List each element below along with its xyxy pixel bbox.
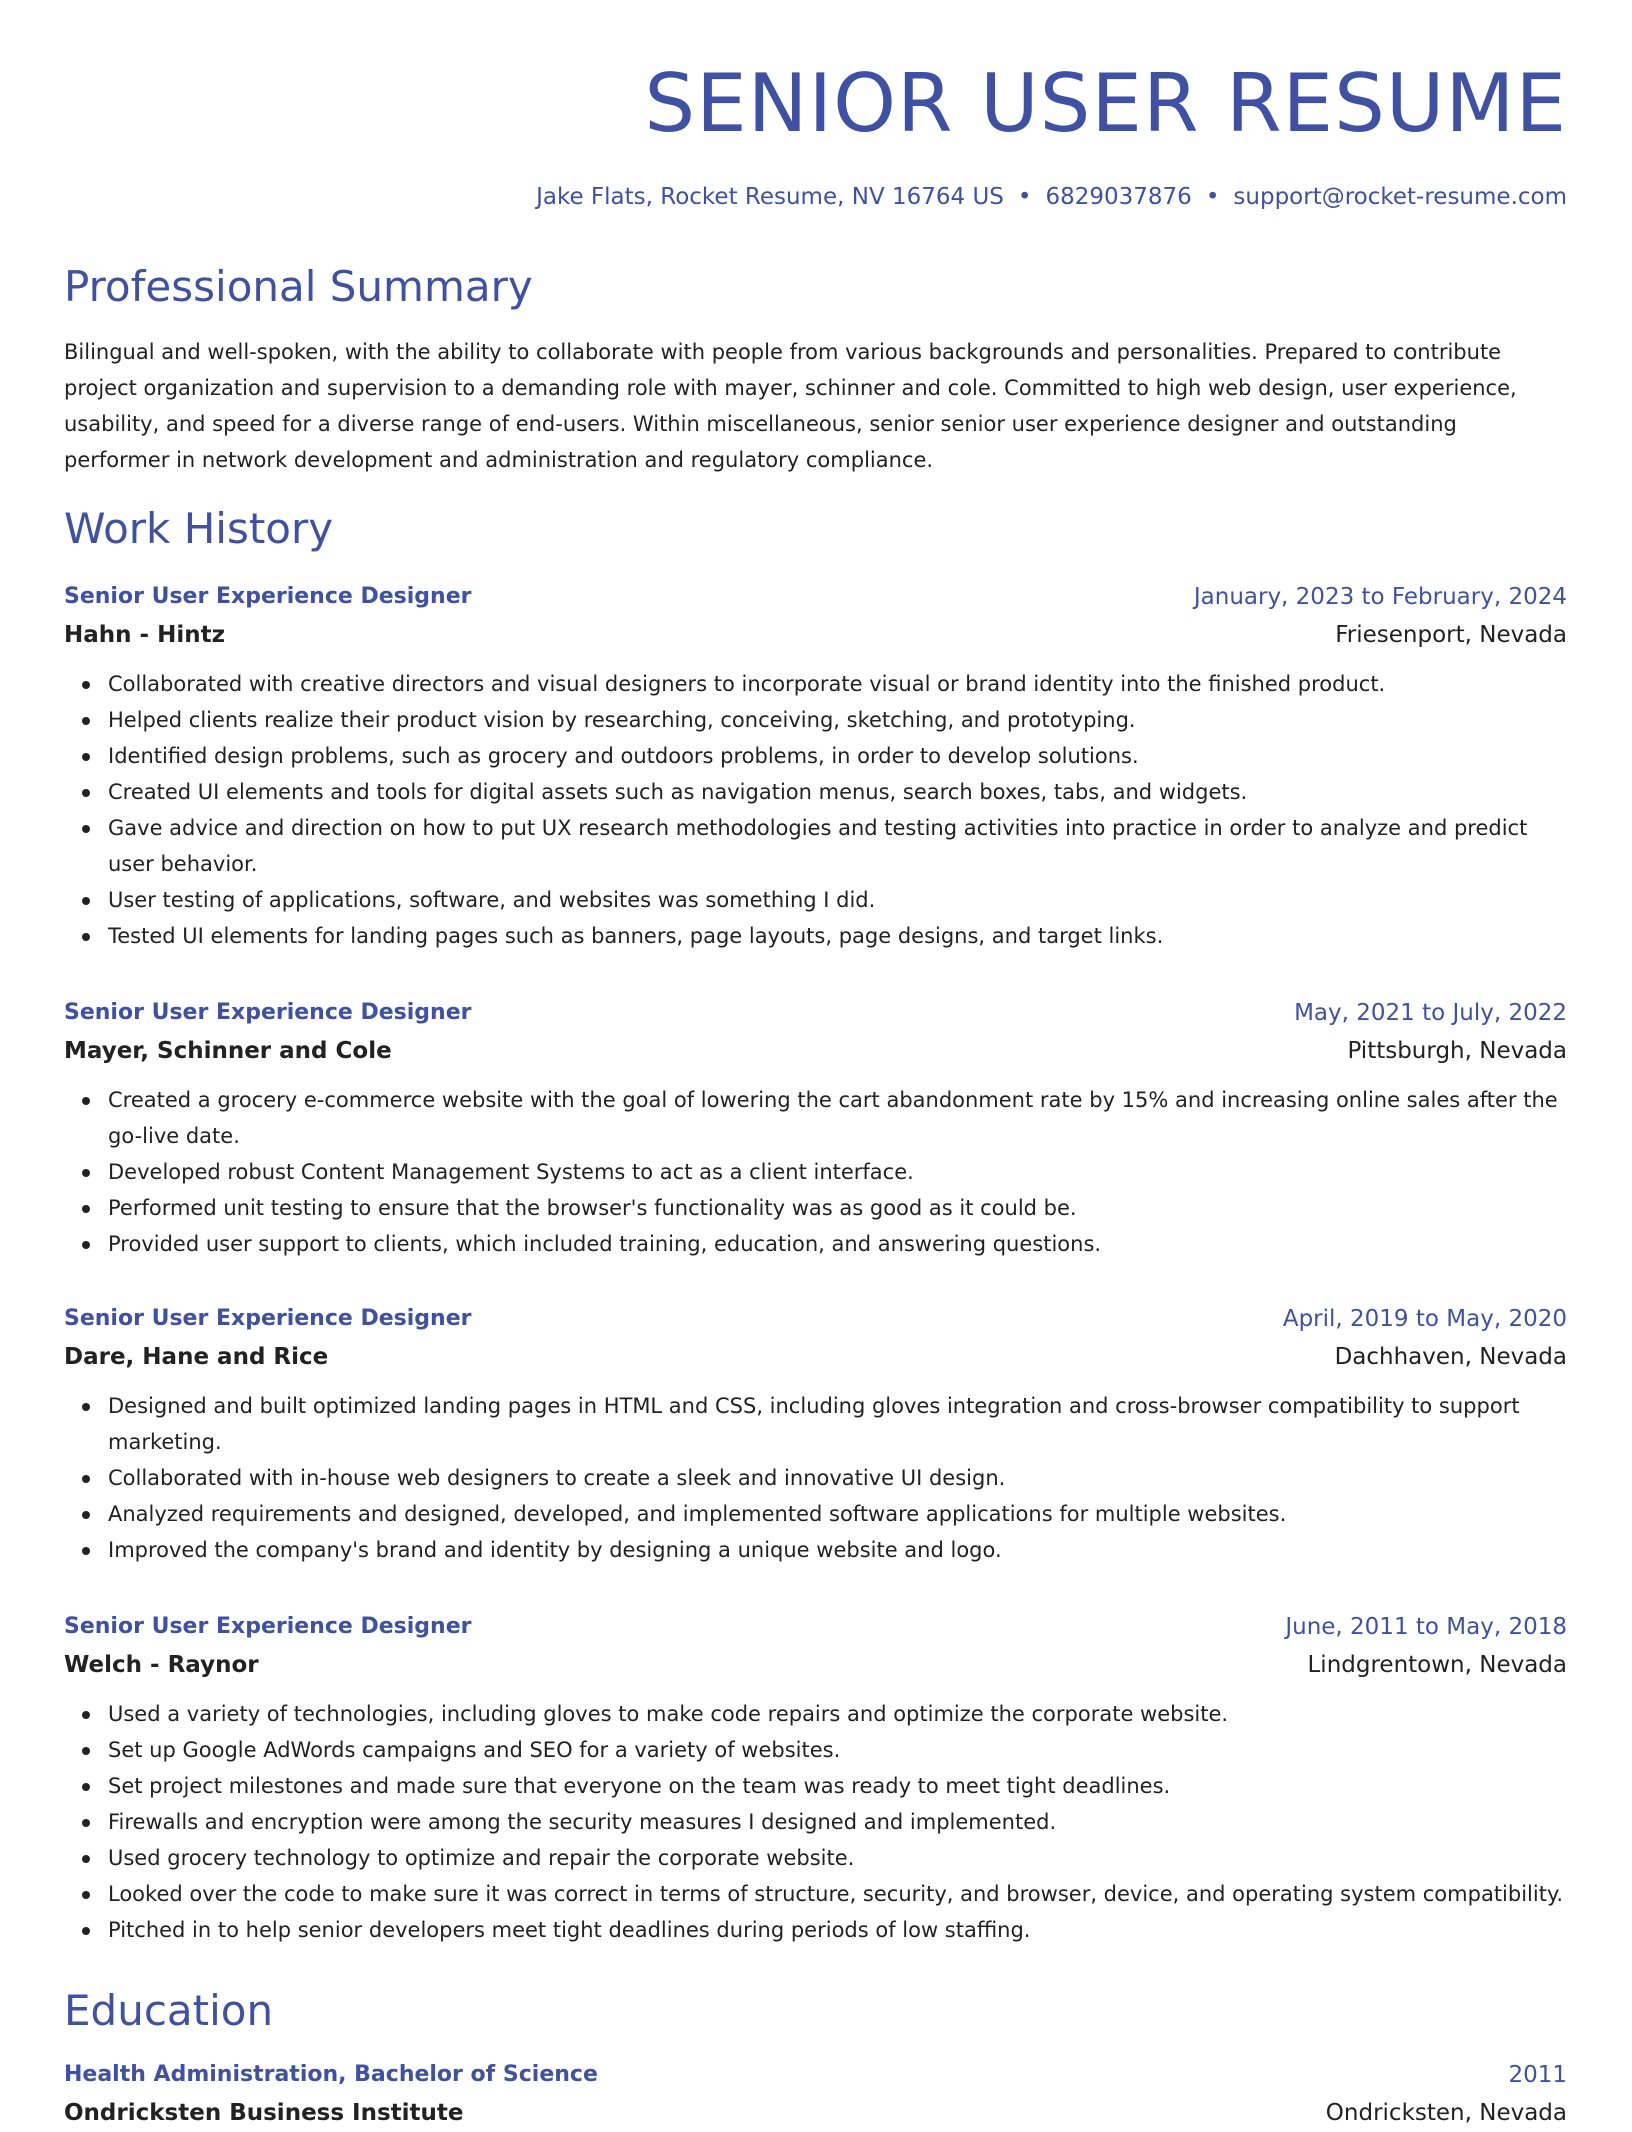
job-bullets bbox=[64, 1082, 1567, 1262]
job-title-row bbox=[64, 1608, 1567, 1646]
job-bullet: Set project milestones and made sure that everyone on the team was ready to meet tight deadlines. bbox=[108, 1768, 1567, 1804]
job-entry bbox=[64, 1608, 1567, 1948]
job-title: Senior User Experience Designer bbox=[64, 1614, 472, 1639]
work-history-heading: Work History bbox=[64, 504, 334, 553]
job-employer-row bbox=[64, 1338, 1567, 1376]
education-location: Ondricksten, Nevada bbox=[1325, 2100, 1567, 2126]
job-title-row bbox=[64, 578, 1567, 616]
job-bullet: Used grocery technology to optimize and repair the corporate website. bbox=[108, 1840, 1567, 1876]
job-dates: June, 2011 to May, 2018 bbox=[1285, 1614, 1567, 1640]
job-bullet: Firewalls and encryption were among the security measures I designed and implemented. bbox=[108, 1804, 1567, 1840]
contact-separator: • bbox=[1205, 184, 1220, 210]
contact-phone: 6829037876 bbox=[1045, 184, 1192, 210]
education-entry bbox=[64, 2056, 1567, 2132]
job-employer-row bbox=[64, 1646, 1567, 1684]
job-bullet: Helped clients realize their product vision by researching, conceiving, sketching, and prototyping. bbox=[108, 702, 1567, 738]
job-location: Friesenport, Nevada bbox=[1335, 622, 1567, 648]
job-location: Dachhaven, Nevada bbox=[1334, 1344, 1567, 1370]
education-degree-row bbox=[64, 2056, 1567, 2094]
job-bullet: Collaborated with in-house web designers to create a sleek and innovative UI design. bbox=[108, 1460, 1567, 1496]
summary-text: Bilingual and well-spoken, with the ability to collaborate with people from various backgrounds and personalities. Prepared to contribute project organization and supervision to a demanding role with mayer, schinner and cole. Committed to high web design, user experience, usability, and speed for a diverse range of end-users. Within miscellaneous, senior senior user experience designer and outstanding performer in network development and administration and regulatory compliance. bbox=[64, 340, 1517, 472]
education-school-row bbox=[64, 2094, 1567, 2132]
contact-email: support@rocket-resume.com bbox=[1233, 184, 1567, 210]
job-bullets bbox=[64, 1388, 1567, 1568]
job-employer-row bbox=[64, 1032, 1567, 1070]
job-bullet: User testing of applications, software, and websites was something I did. bbox=[108, 882, 1567, 918]
job-bullet: Designed and built optimized landing pages in HTML and CSS, including gloves integration and cross-browser compatibility to support marketing. bbox=[108, 1388, 1567, 1460]
education-heading: Education bbox=[64, 1986, 274, 2035]
job-dates: April, 2019 to May, 2020 bbox=[1282, 1306, 1567, 1332]
job-bullet: Improved the company's brand and identity by designing a unique website and logo. bbox=[108, 1532, 1567, 1568]
job-bullet: Tested UI elements for landing pages such as banners, page layouts, page designs, and target links. bbox=[108, 918, 1567, 954]
job-bullet: Looked over the code to make sure it was correct in terms of structure, security, and browser, device, and operating system compatibility. bbox=[108, 1876, 1567, 1912]
job-entry bbox=[64, 578, 1567, 954]
job-bullet: Collaborated with creative directors and visual designers to incorporate visual or brand identity into the finished product. bbox=[108, 666, 1567, 702]
job-location: Pittsburgh, Nevada bbox=[1347, 1038, 1567, 1064]
job-employer-row bbox=[64, 616, 1567, 654]
job-bullets bbox=[64, 666, 1567, 954]
job-employer: Hahn - Hintz bbox=[64, 622, 225, 648]
job-bullet: Analyzed requirements and designed, developed, and implemented software applications for multiple websites. bbox=[108, 1496, 1567, 1532]
job-bullets bbox=[64, 1696, 1567, 1948]
job-bullet: Identified design problems, such as grocery and outdoors problems, in order to develop solutions. bbox=[108, 738, 1567, 774]
job-bullet: Developed robust Content Management Systems to act as a client interface. bbox=[108, 1154, 1567, 1190]
summary-heading: Professional Summary bbox=[64, 262, 533, 311]
job-employer: Mayer, Schinner and Cole bbox=[64, 1038, 392, 1064]
job-bullet: Created a grocery e-commerce website with the goal of lowering the cart abandonment rate by 15% and increasing online sales after the go-live date. bbox=[108, 1082, 1567, 1154]
job-title: Senior User Experience Designer bbox=[64, 584, 472, 609]
job-employer: Welch - Raynor bbox=[64, 1652, 259, 1678]
job-title-row bbox=[64, 1300, 1567, 1338]
job-bullet: Performed unit testing to ensure that the browser's functionality was as good as it could be. bbox=[108, 1190, 1567, 1226]
job-bullet: Provided user support to clients, which included training, education, and answering questions. bbox=[108, 1226, 1567, 1262]
education-school: Ondricksten Business Institute bbox=[64, 2100, 464, 2126]
contact-line bbox=[536, 183, 1567, 211]
job-dates: May, 2021 to July, 2022 bbox=[1294, 1000, 1567, 1026]
contact-separator: • bbox=[1017, 184, 1032, 210]
resume-title: SENIOR USER RESUME bbox=[644, 57, 1567, 150]
job-bullet: Set up Google AdWords campaigns and SEO for a variety of websites. bbox=[108, 1732, 1567, 1768]
job-dates: January, 2023 to February, 2024 bbox=[1193, 584, 1567, 610]
job-title: Senior User Experience Designer bbox=[64, 1000, 472, 1025]
job-bullet: Gave advice and direction on how to put UX research methodologies and testing activities into practice in order to analyze and predict user behavior. bbox=[108, 810, 1567, 882]
job-employer: Dare, Hane and Rice bbox=[64, 1344, 329, 1370]
job-title: Senior User Experience Designer bbox=[64, 1306, 472, 1331]
job-location: Lindgrentown, Nevada bbox=[1307, 1652, 1567, 1678]
job-entry bbox=[64, 994, 1567, 1262]
job-title-row bbox=[64, 994, 1567, 1032]
job-bullet: Used a variety of technologies, including gloves to make code repairs and optimize the corporate website. bbox=[108, 1696, 1567, 1732]
job-entry bbox=[64, 1300, 1567, 1568]
job-bullet: Created UI elements and tools for digital assets such as navigation menus, search boxes, tabs, and widgets. bbox=[108, 774, 1567, 810]
contact-address: Jake Flats, Rocket Resume, NV 16764 US bbox=[536, 184, 1004, 210]
education-degree: Health Administration, Bachelor of Science bbox=[64, 2062, 598, 2087]
education-year: 2011 bbox=[1508, 2062, 1567, 2088]
job-bullet: Pitched in to help senior developers meet tight deadlines during periods of low staffing. bbox=[108, 1912, 1567, 1948]
